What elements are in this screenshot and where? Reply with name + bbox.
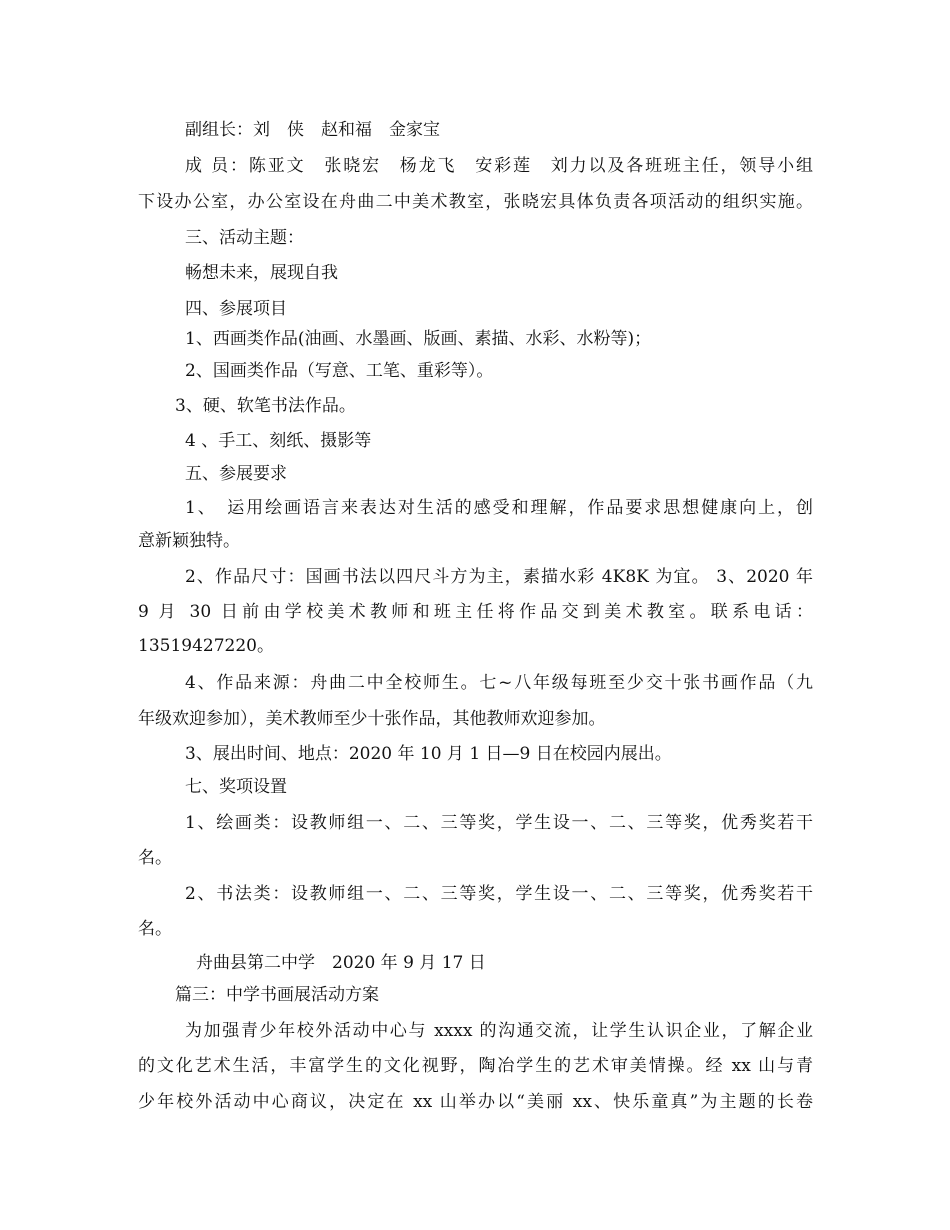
paragraph-line: 2、作品尺寸：国画书法以四尺斗方为主，素描水彩 4K8K 为宜。 3、2020 年 xyxy=(185,567,813,587)
section-heading: 三、活动主题： xyxy=(185,228,304,248)
paragraph-line: 1、绘画类：设教师组一、二、三等奖，学生设一、二、三等奖，优秀奖若干 xyxy=(185,813,813,833)
section-heading: 四、参展项目 xyxy=(185,299,287,319)
paragraph-line: 意新颖独特。 xyxy=(138,531,240,551)
theme-line: 畅想未来，展现自我 xyxy=(185,263,338,283)
part-title: 篇三：中学书画展活动方案 xyxy=(175,985,379,1005)
members-line-continued: 下设办公室，办公室设在舟曲二中美术教室，张晓宏具体负责各项活动的组织实施。 xyxy=(138,192,813,212)
section-heading: 五、参展要求 xyxy=(185,464,287,484)
paragraph-line: 9 月 30 日前由学校美术教师和班主任将作品交到美术教室。联系电话： xyxy=(138,602,813,622)
paragraph-line: 3、展出时间、地点：2020 年 10 月 1 日—9 日在校园内展出。 xyxy=(185,744,672,764)
phone-number: 13519427220。 xyxy=(138,636,274,656)
list-item: 4 、手工、刻纸、摄影等 xyxy=(185,431,372,451)
list-item: 2、国画类作品（写意、工笔、重彩等）。 xyxy=(185,361,494,381)
paragraph-line: 的文化艺术生活，丰富学生的文化视野，陶冶学生的艺术审美情操。经 xx 山与青 xyxy=(138,1056,813,1076)
list-item: 3、硬、软笔书法作品。 xyxy=(175,396,356,416)
members-line: 成 员：陈亚文 张晓宏 杨龙飞 安彩莲 刘力以及各班班主任，领导小组 xyxy=(185,156,813,176)
paragraph-line: 为加强青少年校外活动中心与 xxxx 的沟通交流，让学生认识企业，了解企业 xyxy=(185,1021,813,1041)
paragraph-line: 4、作品来源：舟曲二中全校师生。七~八年级每班至少交十张书画作品（九 xyxy=(185,673,813,693)
list-item: 1、西画类作品(油画、水墨画、版画、素描、水彩、水粉等)； xyxy=(185,329,652,349)
signature-line: 舟曲县第二中学 2020 年 9 月 17 日 xyxy=(196,953,486,973)
paragraph-line: 少年校外活动中心商议，决定在 xx 山举办以“美丽 xx、快乐童真”为主题的长卷 xyxy=(138,1092,813,1112)
section-heading: 七、奖项设置 xyxy=(185,777,287,797)
paragraph-line: 1、 运用绘画语言来表达对生活的感受和理解，作品要求思想健康向上，创 xyxy=(185,498,813,518)
paragraph-line: 名。 xyxy=(138,848,172,868)
paragraph-line: 名。 xyxy=(138,919,172,939)
paragraph-line: 年级欢迎参加），美术教师至少十张作品，其他教师欢迎参加。 xyxy=(138,709,606,729)
vice-leaders-line: 副组长：刘 侠 赵和福 金家宝 xyxy=(185,120,440,140)
paragraph-line: 2、书法类：设教师组一、二、三等奖，学生设一、二、三等奖，优秀奖若干 xyxy=(185,884,813,904)
